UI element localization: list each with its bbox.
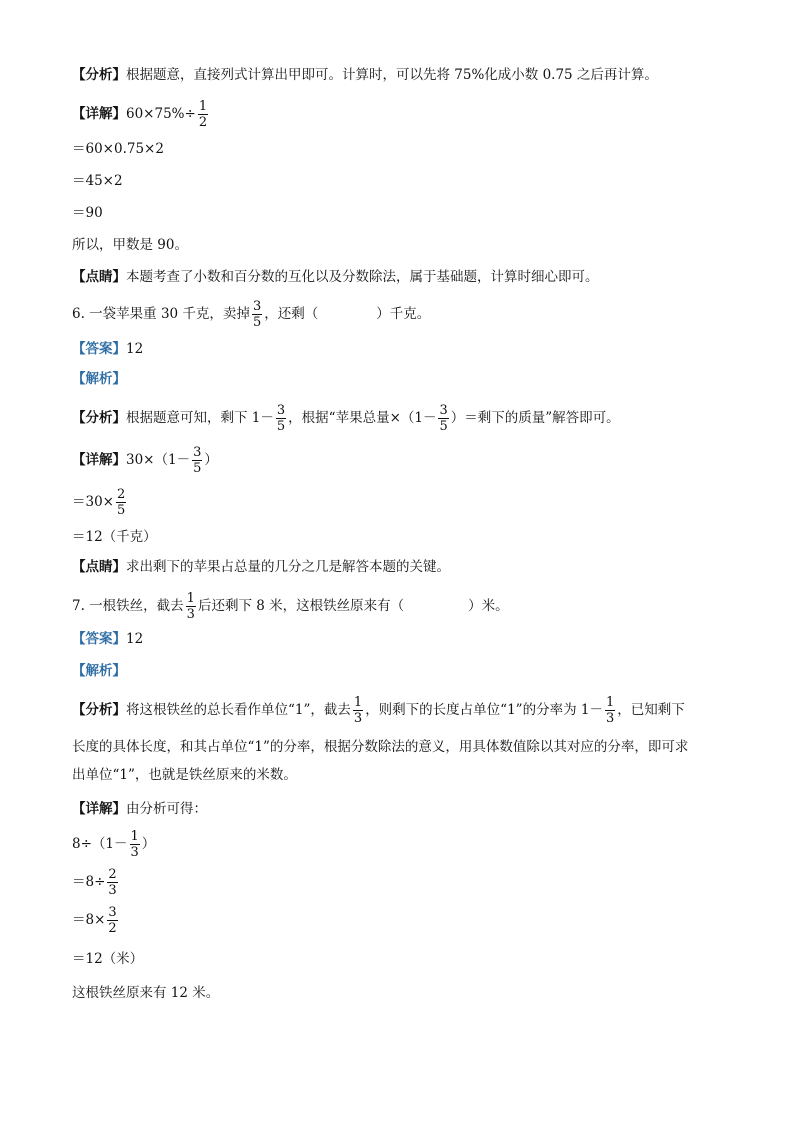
fraction-denominator: 5 — [439, 419, 448, 434]
fraction-denominator: 3 — [130, 845, 139, 860]
calc-text: ＝8× — [72, 912, 106, 928]
fraction-denominator: 3 — [605, 711, 615, 726]
fraction-denominator: 5 — [117, 503, 126, 518]
question-6 — [72, 300, 430, 329]
fraction-denominator: 5 — [276, 419, 286, 434]
detail-tag: 【详解】 — [72, 801, 126, 817]
fraction-denominator: 3 — [353, 711, 363, 726]
calc-step: ＝90 — [72, 205, 103, 221]
fraction-numerator: 3 — [252, 299, 262, 314]
question-7 — [72, 592, 509, 621]
question-text: ）千克。 — [376, 306, 431, 322]
question-text: ）米。 — [468, 598, 509, 614]
detail-tag: 【详解】 — [72, 452, 126, 468]
comment-text: 本题考查了小数和百分数的互化以及分数除法，属于基础题，计算时细心即可。 — [126, 269, 599, 285]
calc-step — [72, 906, 120, 935]
question-text: ，还剩（ — [264, 306, 319, 322]
fraction-numerator: 2 — [108, 867, 117, 882]
analysis-continuation: 出单位“1”，也就是铁丝原来的米数。 — [72, 767, 297, 783]
analysis-paragraph — [72, 404, 620, 433]
calc-text: 8÷（1－ — [72, 836, 128, 852]
analysis-tag: 【分析】 — [72, 410, 126, 426]
detail-text: 由分析可得： — [126, 801, 207, 817]
question-text: 7. 一根铁丝，截去 — [72, 598, 184, 614]
jiexi-line — [72, 370, 126, 388]
analysis-text: ，则剩下的长度占单位“1”的分率为 1－ — [365, 702, 603, 718]
fraction — [198, 100, 208, 129]
analysis-paragraph — [72, 696, 685, 725]
fraction — [438, 404, 448, 433]
analysis-continuation: 长度的具体长度，和其占单位“1”的分率，根据分数除法的意义，用具体数值除以其对应的分率，即可求 — [72, 739, 689, 755]
detail-paragraph — [72, 800, 207, 818]
fraction — [130, 830, 140, 859]
detail-tag: 【详解】 — [72, 106, 126, 122]
calc-step: ＝60×0.75×2 — [72, 141, 164, 157]
calc-text: ＝8÷ — [72, 874, 106, 890]
fraction-numerator: 1 — [186, 591, 195, 606]
fraction-numerator: 2 — [117, 487, 126, 502]
fraction-numerator: 1 — [605, 695, 615, 710]
answer-value: 12 — [126, 631, 144, 647]
fraction-numerator: 1 — [198, 99, 208, 114]
calc-step — [72, 488, 128, 517]
detail-paragraph — [72, 446, 218, 475]
fraction-numerator: 3 — [276, 403, 286, 418]
calc-step: ＝12（千克） — [72, 529, 157, 545]
question-text: 6. 一袋苹果重 30 千克，卖掉 — [72, 306, 250, 322]
fraction-numerator: 3 — [108, 905, 117, 920]
jiexi-tag: 【解析】 — [72, 663, 126, 679]
answer-tag: 【答案】 — [72, 341, 126, 357]
question-text: 后还剩下 8 米，这根铁丝原来有（ — [197, 598, 405, 614]
fraction — [116, 488, 126, 517]
analysis-text: 将这根铁丝的总长看作单位“1”，截去 — [126, 702, 351, 718]
analysis-paragraph — [72, 66, 658, 84]
answer-line — [72, 340, 143, 358]
fraction — [276, 404, 286, 433]
fraction-denominator: 5 — [252, 315, 262, 330]
analysis-text: ，根据“苹果总量×（1－ — [288, 410, 437, 426]
fraction — [192, 446, 202, 475]
detail-expression: ） — [204, 452, 218, 468]
comment-text: 求出剩下的苹果占总量的几分之几是解答本题的关键。 — [126, 559, 450, 575]
detail-expression: 30×（1－ — [126, 452, 191, 468]
detail-expression: 60×75%÷ — [126, 106, 196, 122]
calc-step: ＝12（米） — [72, 951, 144, 967]
analysis-text: 根据题意可知，剩下 1－ — [126, 410, 274, 426]
comment-paragraph — [72, 268, 599, 286]
analysis-text: ，已知剩下 — [617, 702, 685, 718]
fraction — [107, 868, 117, 897]
comment-tag: 【点睛】 — [72, 269, 126, 285]
fraction-numerator: 1 — [353, 695, 363, 710]
fraction-denominator: 5 — [193, 461, 202, 476]
fraction — [252, 300, 262, 329]
fraction-numerator: 3 — [439, 403, 448, 418]
analysis-text: ）＝剩下的质量”解答即可。 — [450, 410, 620, 426]
comment-paragraph — [72, 558, 450, 576]
analysis-tag: 【分析】 — [72, 702, 126, 718]
fraction-denominator: 2 — [198, 115, 208, 130]
calc-text: ） — [141, 836, 156, 852]
fraction — [107, 906, 117, 935]
detail-paragraph — [72, 100, 210, 129]
fraction-numerator: 3 — [193, 445, 202, 460]
fraction-numerator: 1 — [130, 829, 139, 844]
comment-tag: 【点睛】 — [72, 559, 126, 575]
jiexi-tag: 【解析】 — [72, 371, 126, 387]
analysis-tag: 【分析】 — [72, 67, 126, 83]
answer-line — [72, 630, 143, 648]
calc-step — [72, 868, 120, 897]
conclusion: 这根铁丝原来有 12 米。 — [72, 985, 220, 1001]
analysis-text: 根据题意，直接列式计算出甲即可。计算时，可以先将 75%化成小数 0.75 之后再计算。 — [126, 67, 658, 83]
calc-step — [72, 830, 155, 859]
fraction — [353, 696, 363, 725]
fraction — [605, 696, 615, 725]
calc-step: ＝45×2 — [72, 173, 123, 189]
fraction-denominator: 3 — [108, 883, 117, 898]
fraction-denominator: 2 — [108, 921, 117, 936]
answer-value: 12 — [126, 341, 144, 357]
calc-text: ＝30× — [72, 494, 114, 510]
jiexi-line — [72, 662, 126, 680]
conclusion: 所以，甲数是 90。 — [72, 237, 188, 253]
answer-tag: 【答案】 — [72, 631, 126, 647]
fraction — [186, 592, 196, 621]
fraction-denominator: 3 — [186, 607, 195, 622]
